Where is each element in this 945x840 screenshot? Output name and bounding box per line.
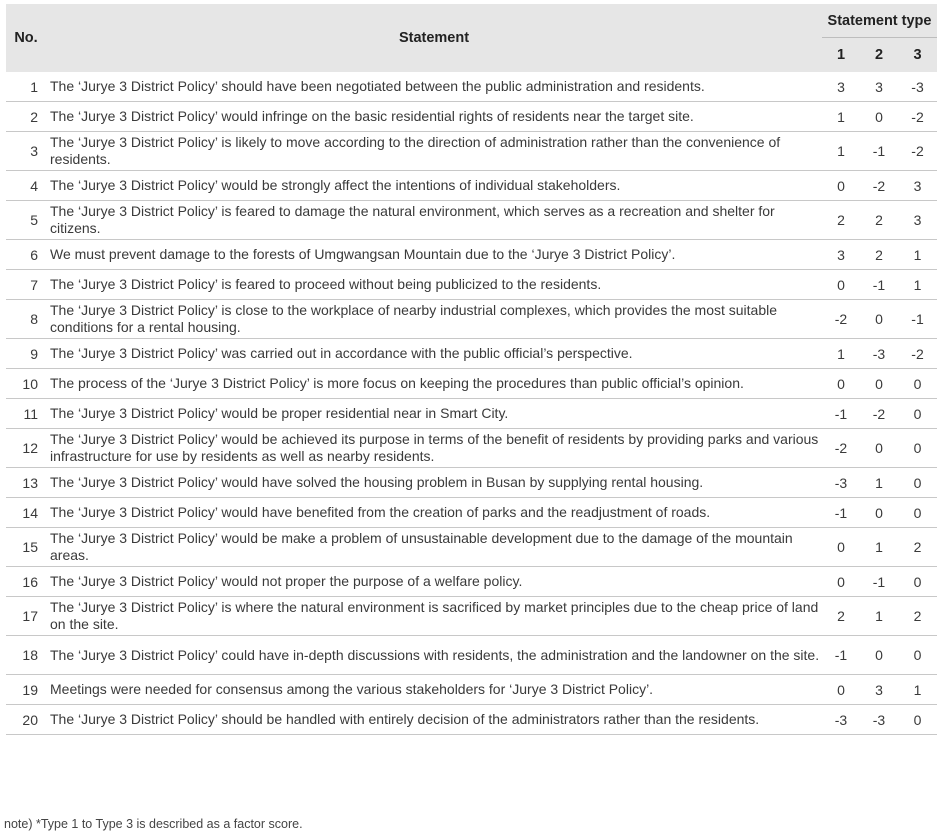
row-statement: The ‘Jurye 3 District Policy’ would be proper residential near in Smart City. bbox=[46, 399, 822, 429]
row-statement: The ‘Jurye 3 District Policy’ is likely to move according to the direction of administration rather than the convenience of residents. bbox=[46, 132, 822, 171]
row-number: 20 bbox=[6, 705, 46, 735]
row-number: 8 bbox=[6, 300, 46, 339]
row-statement: The ‘Jurye 3 District Policy’ should be handled with entirely decision of the administrators rather than the residents. bbox=[46, 705, 822, 735]
row-type-2-score: 2 bbox=[860, 240, 898, 270]
row-type-1-score: -3 bbox=[822, 705, 860, 735]
row-number: 5 bbox=[6, 201, 46, 240]
row-number: 3 bbox=[6, 132, 46, 171]
row-type-3-score: 0 bbox=[898, 636, 937, 675]
row-type-3-score: 3 bbox=[898, 171, 937, 201]
row-statement: Meetings were needed for consensus among the various stakeholders for ‘Jurye 3 District Policy’. bbox=[46, 675, 822, 705]
row-type-1-score: 0 bbox=[822, 567, 860, 597]
row-number: 9 bbox=[6, 339, 46, 369]
table-row bbox=[6, 399, 937, 429]
table-row bbox=[6, 528, 937, 567]
row-type-1-score: 3 bbox=[822, 240, 860, 270]
row-number: 6 bbox=[6, 240, 46, 270]
row-number: 19 bbox=[6, 675, 46, 705]
table-row bbox=[6, 468, 937, 498]
row-type-1-score: 1 bbox=[822, 132, 860, 171]
header-statement-type: Statement type bbox=[822, 4, 937, 38]
header-statement: Statement bbox=[46, 4, 822, 72]
row-type-2-score: -2 bbox=[860, 399, 898, 429]
row-type-2-score: 1 bbox=[860, 528, 898, 567]
row-type-1-score: -1 bbox=[822, 498, 860, 528]
row-type-3-score: 0 bbox=[898, 705, 937, 735]
row-type-3-score: -2 bbox=[898, 339, 937, 369]
table-row bbox=[6, 597, 937, 636]
row-number: 12 bbox=[6, 429, 46, 468]
row-type-1-score: 0 bbox=[822, 270, 860, 300]
row-statement: The process of the ‘Jurye 3 District Policy’ is more focus on keeping the procedures than public official’s opinion. bbox=[46, 369, 822, 399]
row-type-2-score: 3 bbox=[860, 72, 898, 102]
row-type-2-score: -3 bbox=[860, 339, 898, 369]
row-number: 16 bbox=[6, 567, 46, 597]
header-type-3: 3 bbox=[898, 38, 937, 73]
row-type-2-score: 0 bbox=[860, 498, 898, 528]
row-type-1-score: -2 bbox=[822, 429, 860, 468]
row-statement: The ‘Jurye 3 District Policy’ is feared to damage the natural environment, which serves as a recreation and shelter for citizens. bbox=[46, 201, 822, 240]
row-type-2-score: 0 bbox=[860, 636, 898, 675]
row-type-2-score: 2 bbox=[860, 201, 898, 240]
row-type-2-score: -1 bbox=[860, 567, 898, 597]
row-type-2-score: 0 bbox=[860, 102, 898, 132]
row-number: 14 bbox=[6, 498, 46, 528]
row-type-2-score: 0 bbox=[860, 429, 898, 468]
table-row bbox=[6, 636, 937, 675]
table-header bbox=[6, 4, 937, 72]
row-type-2-score: 0 bbox=[860, 300, 898, 339]
row-type-3-score: -1 bbox=[898, 300, 937, 339]
row-number: 17 bbox=[6, 597, 46, 636]
row-type-2-score: -1 bbox=[860, 132, 898, 171]
row-number: 15 bbox=[6, 528, 46, 567]
row-number: 4 bbox=[6, 171, 46, 201]
row-type-2-score: 1 bbox=[860, 597, 898, 636]
table-row bbox=[6, 132, 937, 171]
row-type-3-score: 0 bbox=[898, 369, 937, 399]
row-statement: The ‘Jurye 3 District Policy’ would be strongly affect the intentions of individual stakeholders. bbox=[46, 171, 822, 201]
table-row bbox=[6, 201, 937, 240]
row-number: 1 bbox=[6, 72, 46, 102]
row-type-1-score: 0 bbox=[822, 369, 860, 399]
table-row bbox=[6, 705, 937, 735]
table-row bbox=[6, 498, 937, 528]
row-statement: The ‘Jurye 3 District Policy’ should have been negotiated between the public administration and residents. bbox=[46, 72, 822, 102]
row-statement: The ‘Jurye 3 District Policy’ was carried out in accordance with the public official’s perspective. bbox=[46, 339, 822, 369]
row-type-1-score: 3 bbox=[822, 72, 860, 102]
row-number: 18 bbox=[6, 636, 46, 675]
row-statement: The ‘Jurye 3 District Policy’ is feared to proceed without being publicized to the residents. bbox=[46, 270, 822, 300]
table-body bbox=[6, 72, 937, 735]
row-type-1-score: 0 bbox=[822, 171, 860, 201]
row-type-3-score: 0 bbox=[898, 399, 937, 429]
row-number: 11 bbox=[6, 399, 46, 429]
row-type-3-score: -3 bbox=[898, 72, 937, 102]
table-row bbox=[6, 567, 937, 597]
row-type-1-score: -1 bbox=[822, 636, 860, 675]
statement-table bbox=[6, 4, 937, 735]
row-type-3-score: 1 bbox=[898, 240, 937, 270]
row-type-2-score: -2 bbox=[860, 171, 898, 201]
row-statement: The ‘Jurye 3 District Policy’ would not proper the purpose of a welfare policy. bbox=[46, 567, 822, 597]
row-type-1-score: -1 bbox=[822, 399, 860, 429]
row-statement: The ‘Jurye 3 District Policy’ would be achieved its purpose in terms of the benefit of residents by providing parks and various infrastructure for use by residents as well as nearby residents. bbox=[46, 429, 822, 468]
row-type-1-score: 2 bbox=[822, 597, 860, 636]
row-type-3-score: 0 bbox=[898, 498, 937, 528]
table-row bbox=[6, 300, 937, 339]
row-type-1-score: 2 bbox=[822, 201, 860, 240]
table-row bbox=[6, 171, 937, 201]
row-type-1-score: -2 bbox=[822, 300, 860, 339]
row-type-2-score: 1 bbox=[860, 468, 898, 498]
table-row bbox=[6, 369, 937, 399]
row-statement: We must prevent damage to the forests of Umgwangsan Mountain due to the ‘Jurye 3 District Policy’. bbox=[46, 240, 822, 270]
header-type-2: 2 bbox=[860, 38, 898, 73]
row-type-3-score: -2 bbox=[898, 132, 937, 171]
row-type-3-score: -2 bbox=[898, 102, 937, 132]
row-type-1-score: 1 bbox=[822, 339, 860, 369]
row-type-3-score: 2 bbox=[898, 528, 937, 567]
row-type-3-score: 1 bbox=[898, 270, 937, 300]
row-type-3-score: 1 bbox=[898, 675, 937, 705]
table-note: note) *Type 1 to Type 3 is described as a factor score. bbox=[4, 817, 303, 831]
table-row bbox=[6, 429, 937, 468]
row-number: 10 bbox=[6, 369, 46, 399]
row-type-1-score: 1 bbox=[822, 102, 860, 132]
row-statement: The ‘Jurye 3 District Policy’ is where the natural environment is sacrificed by market principles due to the cheap price of land on the site. bbox=[46, 597, 822, 636]
row-type-3-score: 3 bbox=[898, 201, 937, 240]
row-type-3-score: 0 bbox=[898, 468, 937, 498]
row-type-3-score: 0 bbox=[898, 567, 937, 597]
row-type-1-score: 0 bbox=[822, 675, 860, 705]
row-type-2-score: -3 bbox=[860, 705, 898, 735]
row-type-1-score: 0 bbox=[822, 528, 860, 567]
row-type-3-score: 2 bbox=[898, 597, 937, 636]
table-row bbox=[6, 102, 937, 132]
row-statement: The ‘Jurye 3 District Policy’ would infringe on the basic residential rights of residents near the target site. bbox=[46, 102, 822, 132]
row-number: 2 bbox=[6, 102, 46, 132]
table-row bbox=[6, 339, 937, 369]
table-row bbox=[6, 240, 937, 270]
row-statement: The ‘Jurye 3 District Policy’ would be make a problem of unsustainable development due to the damage of the mountain areas. bbox=[46, 528, 822, 567]
row-number: 7 bbox=[6, 270, 46, 300]
table-row bbox=[6, 72, 937, 102]
row-statement: The ‘Jurye 3 District Policy’ is close to the workplace of nearby industrial complexes, which provides the most suitable conditions for a rental housing. bbox=[46, 300, 822, 339]
row-type-2-score: 0 bbox=[860, 369, 898, 399]
row-type-1-score: -3 bbox=[822, 468, 860, 498]
row-statement: The ‘Jurye 3 District Policy’ would have benefited from the creation of parks and the readjustment of roads. bbox=[46, 498, 822, 528]
table-row bbox=[6, 675, 937, 705]
row-type-3-score: 0 bbox=[898, 429, 937, 468]
header-type-1: 1 bbox=[822, 38, 860, 73]
row-number: 13 bbox=[6, 468, 46, 498]
row-type-2-score: -1 bbox=[860, 270, 898, 300]
row-statement: The ‘Jurye 3 District Policy’ could have in-depth discussions with residents, the administration and the landowner on the site. bbox=[46, 636, 822, 675]
row-statement: The ‘Jurye 3 District Policy’ would have solved the housing problem in Busan by supplying rental housing. bbox=[46, 468, 822, 498]
table-row bbox=[6, 270, 937, 300]
header-no: No. bbox=[6, 4, 46, 72]
row-type-2-score: 3 bbox=[860, 675, 898, 705]
